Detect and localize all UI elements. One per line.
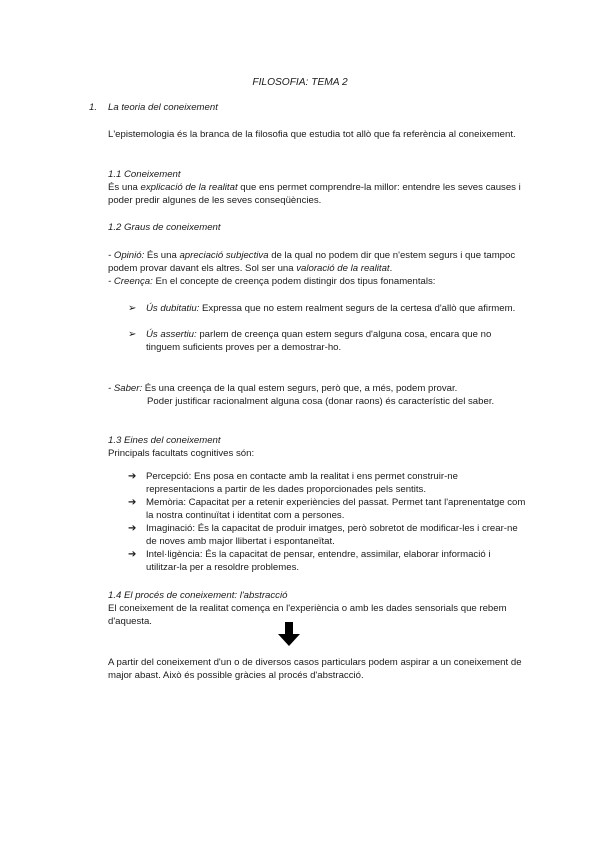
subsection-heading-1-3: 1.3 Eines del coneixement <box>108 435 221 446</box>
list-item <box>146 302 526 315</box>
subsection-heading-1-2: 1.2 Graus de coneixement <box>108 222 221 233</box>
abstraction-paragraph: El coneixement de la realitat comença en l'experiència o amb les dades sensorials que rebem d'aquesta. <box>108 603 507 627</box>
text-fragment: parlem de creença quan estem segurs d'alguna cosa, encara que no tinguem suficients proves per a demostrar-ho. <box>146 329 492 353</box>
text-fragment: És una creença de la qual estem segurs, però que, a més, podem provar. <box>142 383 458 394</box>
right-arrow-bullet-icon: ➔ <box>128 549 137 560</box>
down-arrow-icon <box>278 622 300 646</box>
emphasis-text: explicació de la realitat <box>140 182 238 193</box>
saber-paragraph-continued: Poder justificar racionalment alguna cosa (donar raons) és característic del saber. <box>147 396 495 407</box>
list-item: Intel·ligència: És la capacitat de pensar, entendre, assimilar, elaborar informació i utilitzar-la per a resoldre problemes. <box>146 549 491 573</box>
right-arrow-bullet-icon: ➔ <box>128 497 137 508</box>
creenca-paragraph <box>108 275 528 288</box>
list-item: Percepció: Ens posa en contacte amb la realitat i ens permet construir-ne representacions a partir de les dades proporcionades pels sentits. <box>146 471 458 495</box>
subsection-heading-1-1: 1.1 Coneixement <box>108 169 181 180</box>
saber-paragraph <box>108 382 528 395</box>
right-arrow-bullet-icon: ➔ <box>128 523 137 534</box>
arrowhead-bullet-icon: ➢ <box>128 329 137 340</box>
term-label: Ús dubitatiu: <box>146 303 200 314</box>
text-fragment: És una <box>108 182 141 193</box>
section-number: 1. <box>89 102 98 113</box>
term-label: - Opinió: <box>108 250 145 261</box>
faculties-intro: Principals facultats cognitives són: <box>108 448 255 459</box>
subsection-heading-1-4: 1.4 El procés de coneixement: l'abstracció <box>108 590 288 601</box>
coneixement-paragraph <box>108 181 528 207</box>
term-label: Ús assertiu: <box>146 329 197 340</box>
document-title: FILOSOFIA: TEMA 2 <box>252 77 348 88</box>
list-item <box>146 328 526 354</box>
emphasis-text: valoració de la realitat <box>296 263 390 274</box>
intro-paragraph: L'epistemologia és la branca de la filosofia que estudia tot allò que fa referència al coneixement. <box>108 129 516 140</box>
text-fragment: Expressa que no estem realment segurs de la certesa d'allò que afirmem. <box>199 303 516 314</box>
list-item: Imaginació: És la capacitat de produir imatges, però sobretot de modificar-les i crear-ne de noves amb major llibertat i espontaneïtat. <box>146 523 518 547</box>
arrowhead-bullet-icon: ➢ <box>128 303 137 314</box>
opinio-paragraph <box>108 249 528 275</box>
text-fragment: que ens permet comprendre-la millor: entendre les seves causes i poder predir algunes de les seves conseqüències. <box>108 182 521 206</box>
text-fragment: És una <box>144 250 180 261</box>
list-item: Memòria: Capacitat per a retenir experiències del passat. Permet tant l'aprenentatge com la nostra continuïtat i identitat com a persones. <box>146 497 526 521</box>
term-label: - Creença: <box>108 276 153 287</box>
emphasis-text: apreciació subjectiva <box>179 250 269 261</box>
right-arrow-bullet-icon: ➔ <box>128 471 137 482</box>
term-label: - Saber: <box>108 383 143 394</box>
text-fragment: de la qual no podem dir que n'estem segurs i que tampoc podem provar davant els altres. Sol ser una <box>108 250 516 274</box>
text-fragment: En el concepte de creença podem distingir dos tipus fonamentals: <box>152 276 436 287</box>
conclusion-paragraph: A partir del coneixement d'un o de diversos casos particulars podem aspirar a un coneixement de major abast. Això és possible gràcies al procés d'abstracció. <box>108 657 522 681</box>
section-heading: La teoria del coneixement <box>108 102 218 113</box>
text-fragment: . <box>389 263 393 274</box>
